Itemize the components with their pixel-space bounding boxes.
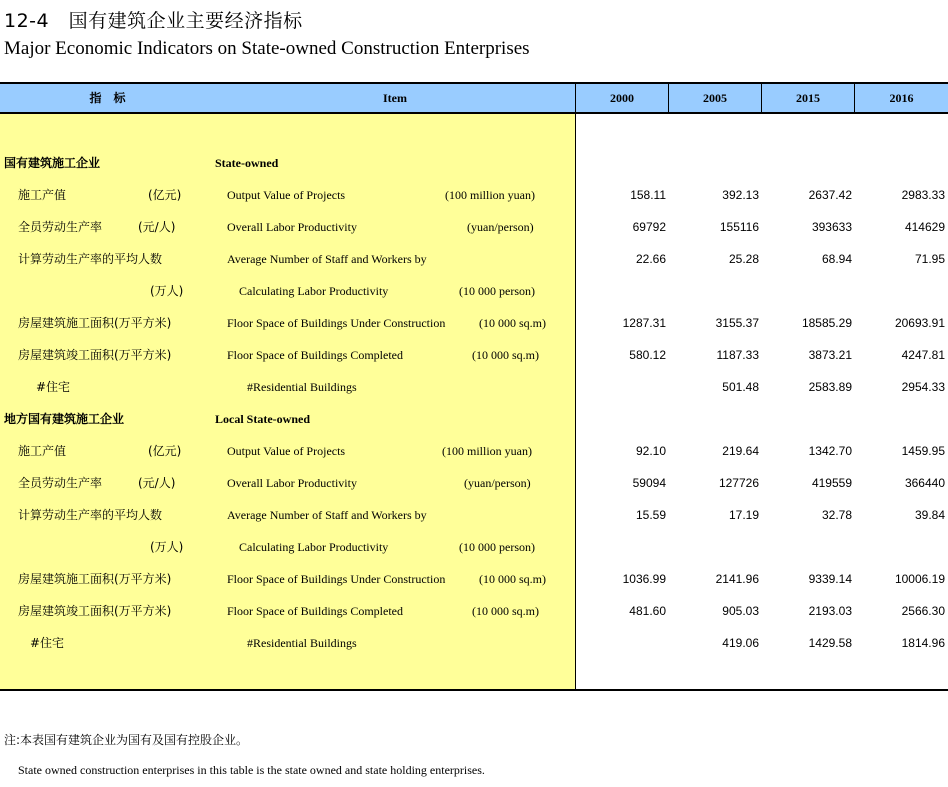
page-title-en: Major Economic Indicators on State-owned Construction Enterprises — [4, 38, 530, 59]
table-row-continuation — [0, 281, 948, 301]
cell-2016: 2983.33 — [901, 188, 945, 202]
header-year-2016: 2016 — [889, 91, 914, 105]
row-unit-en: (10 000 sq.m) — [472, 604, 539, 618]
header-year-2005: 2005 — [703, 91, 727, 105]
row-unit-en: (yuan/person) — [464, 476, 531, 490]
row-label-en: #Residential Buildings — [247, 636, 357, 650]
row-unit-en: (10 000 person) — [459, 284, 535, 298]
section-header-state-owned — [0, 153, 948, 173]
row-unit-cn: (亿元) — [148, 444, 182, 458]
cell-2005: 501.48 — [722, 380, 759, 394]
row-unit-cn: (元/人) — [138, 220, 176, 234]
row-unit-en: (10 000 sq.m) — [479, 316, 546, 330]
cell-2016: 414629 — [904, 220, 945, 234]
cell-2015: 419559 — [811, 476, 852, 490]
row-label-cn: 房屋建筑施工面积(万平方米) — [18, 572, 172, 586]
cell-2005: 17.19 — [728, 508, 759, 522]
section-title-en: State-owned — [215, 156, 279, 170]
cell-2016: 39.84 — [914, 508, 945, 522]
cell-2015: 2193.03 — [808, 604, 852, 618]
table-bottom-border — [0, 689, 948, 691]
cell-2015: 32.78 — [821, 508, 852, 522]
cell-2005: 419.06 — [722, 636, 759, 650]
cell-2000: 92.10 — [635, 444, 666, 458]
row-label-cn: 全员劳动生产率 — [18, 476, 103, 490]
header-year-2015: 2015 — [796, 91, 820, 105]
row-unit-en: (100 million yuan) — [442, 444, 532, 458]
cell-2015: 1429.58 — [808, 636, 852, 650]
cell-2015: 68.94 — [821, 252, 852, 266]
cell-2016: 4247.81 — [901, 348, 945, 362]
cell-2015: 9339.14 — [808, 572, 852, 586]
table-row — [0, 601, 948, 621]
header-indicator-cn: 指 标 — [89, 91, 126, 105]
cell-2000: 481.60 — [629, 604, 666, 618]
row-label-en: Overall Labor Productivity — [227, 220, 357, 234]
row-unit-cn: (万人) — [150, 284, 184, 298]
row-label-cn: 计算劳动生产率的平均人数 — [18, 508, 163, 522]
table-header — [0, 82, 948, 114]
cell-2005: 127726 — [718, 476, 759, 490]
row-unit-en: (100 million yuan) — [445, 188, 535, 202]
cell-2005: 1187.33 — [716, 348, 759, 362]
cell-2000: 1287.31 — [622, 316, 666, 330]
row-label-en: Floor Space of Buildings Under Construction — [227, 316, 446, 330]
row-label-en: Calculating Labor Productivity — [239, 284, 389, 298]
row-unit-cn: (亿元) — [148, 188, 182, 202]
row-label-cn: #住宅 — [30, 636, 65, 650]
cell-2015: 3873.21 — [808, 348, 852, 362]
cell-2016: 1459.95 — [901, 444, 945, 458]
table-row — [0, 185, 948, 205]
row-label-cn: 施工产值 — [18, 444, 67, 458]
section-header-local-state-owned — [0, 409, 948, 429]
cell-2005: 3155.37 — [715, 316, 759, 330]
table-row — [0, 569, 948, 589]
row-label-en: Output Value of Projects — [227, 444, 346, 458]
cell-2005: 392.13 — [722, 188, 759, 202]
row-unit-cn: (万人) — [150, 540, 184, 554]
page-title-cn: 12-4 国有建筑企业主要经济指标 — [4, 10, 303, 32]
table-row-continuation — [0, 537, 948, 557]
footnote-cn: 注:本表国有建筑企业为国有及国有控股企业。 — [4, 733, 249, 747]
cell-2000: 59094 — [632, 476, 666, 490]
cell-2005: 25.28 — [728, 252, 759, 266]
row-unit-en: (10 000 sq.m) — [472, 348, 539, 362]
cell-2000: 158.11 — [630, 188, 666, 202]
header-item-en: Item — [383, 91, 407, 105]
footnote-en: State owned construction enterprises in this table is the state owned and state holding enterprises. — [18, 763, 485, 777]
row-unit-en: (10 000 sq.m) — [479, 572, 546, 586]
row-label-en: Overall Labor Productivity — [227, 476, 357, 490]
row-label-cn: 房屋建筑竣工面积(万平方米) — [18, 604, 172, 618]
row-label-en: Calculating Labor Productivity — [239, 540, 389, 554]
cell-2016: 1814.96 — [901, 636, 945, 650]
cell-2016: 2954.33 — [901, 380, 945, 394]
section-title-en: Local State-owned — [215, 412, 310, 426]
cell-2005: 2141.96 — [715, 572, 759, 586]
row-label-cn: 房屋建筑施工面积(万平方米) — [18, 316, 172, 330]
row-label-en: Floor Space of Buildings Under Construction — [227, 572, 446, 586]
cell-2000: 1036.99 — [622, 572, 666, 586]
cell-2000: 69792 — [632, 220, 666, 234]
row-unit-cn: (元/人) — [138, 476, 176, 490]
cell-2000: 15.59 — [635, 508, 666, 522]
cell-2005: 155116 — [719, 220, 759, 234]
cell-2015: 2637.42 — [808, 188, 852, 202]
row-label-en: Average Number of Staff and Workers by — [227, 508, 427, 522]
cell-2015: 1342.70 — [808, 444, 852, 458]
table-row — [0, 249, 948, 269]
row-label-en: Average Number of Staff and Workers by — [227, 252, 427, 266]
row-label-cn: #住宅 — [36, 380, 71, 394]
cell-2005: 219.64 — [722, 444, 759, 458]
table-row — [0, 633, 948, 653]
table-row — [0, 441, 948, 461]
row-label-cn: 施工产值 — [18, 188, 67, 202]
header-year-2000: 2000 — [610, 91, 634, 105]
cell-2000: 580.12 — [629, 348, 666, 362]
cell-2016: 10006.19 — [894, 572, 945, 586]
cell-2005: 905.03 — [722, 604, 759, 618]
cell-2015: 2583.89 — [808, 380, 852, 394]
table-row — [0, 505, 948, 525]
row-label-en: #Residential Buildings — [247, 380, 357, 394]
table-row — [0, 377, 948, 397]
row-label-en: Floor Space of Buildings Completed — [227, 604, 403, 618]
table-row — [0, 313, 948, 333]
cell-2016: 20693.91 — [894, 316, 945, 330]
table-row — [0, 345, 948, 365]
row-label-cn: 全员劳动生产率 — [18, 220, 103, 234]
table-row — [0, 473, 948, 493]
row-label-en: Output Value of Projects — [227, 188, 346, 202]
cell-2015: 393633 — [811, 220, 852, 234]
row-label-cn: 计算劳动生产率的平均人数 — [18, 252, 163, 266]
cell-2016: 2566.30 — [901, 604, 945, 618]
section-title-cn: 国有建筑施工企业 — [4, 156, 101, 170]
cell-2016: 71.95 — [914, 252, 945, 266]
row-label-en: Floor Space of Buildings Completed — [227, 348, 403, 362]
cell-2000: 22.66 — [635, 252, 666, 266]
cell-2015: 18585.29 — [801, 316, 852, 330]
row-unit-en: (yuan/person) — [467, 220, 534, 234]
row-unit-en: (10 000 person) — [459, 540, 535, 554]
cell-2016: 366440 — [904, 476, 945, 490]
table-row — [0, 217, 948, 237]
section-title-cn: 地方国有建筑施工企业 — [4, 412, 125, 426]
row-label-cn: 房屋建筑竣工面积(万平方米) — [18, 348, 172, 362]
